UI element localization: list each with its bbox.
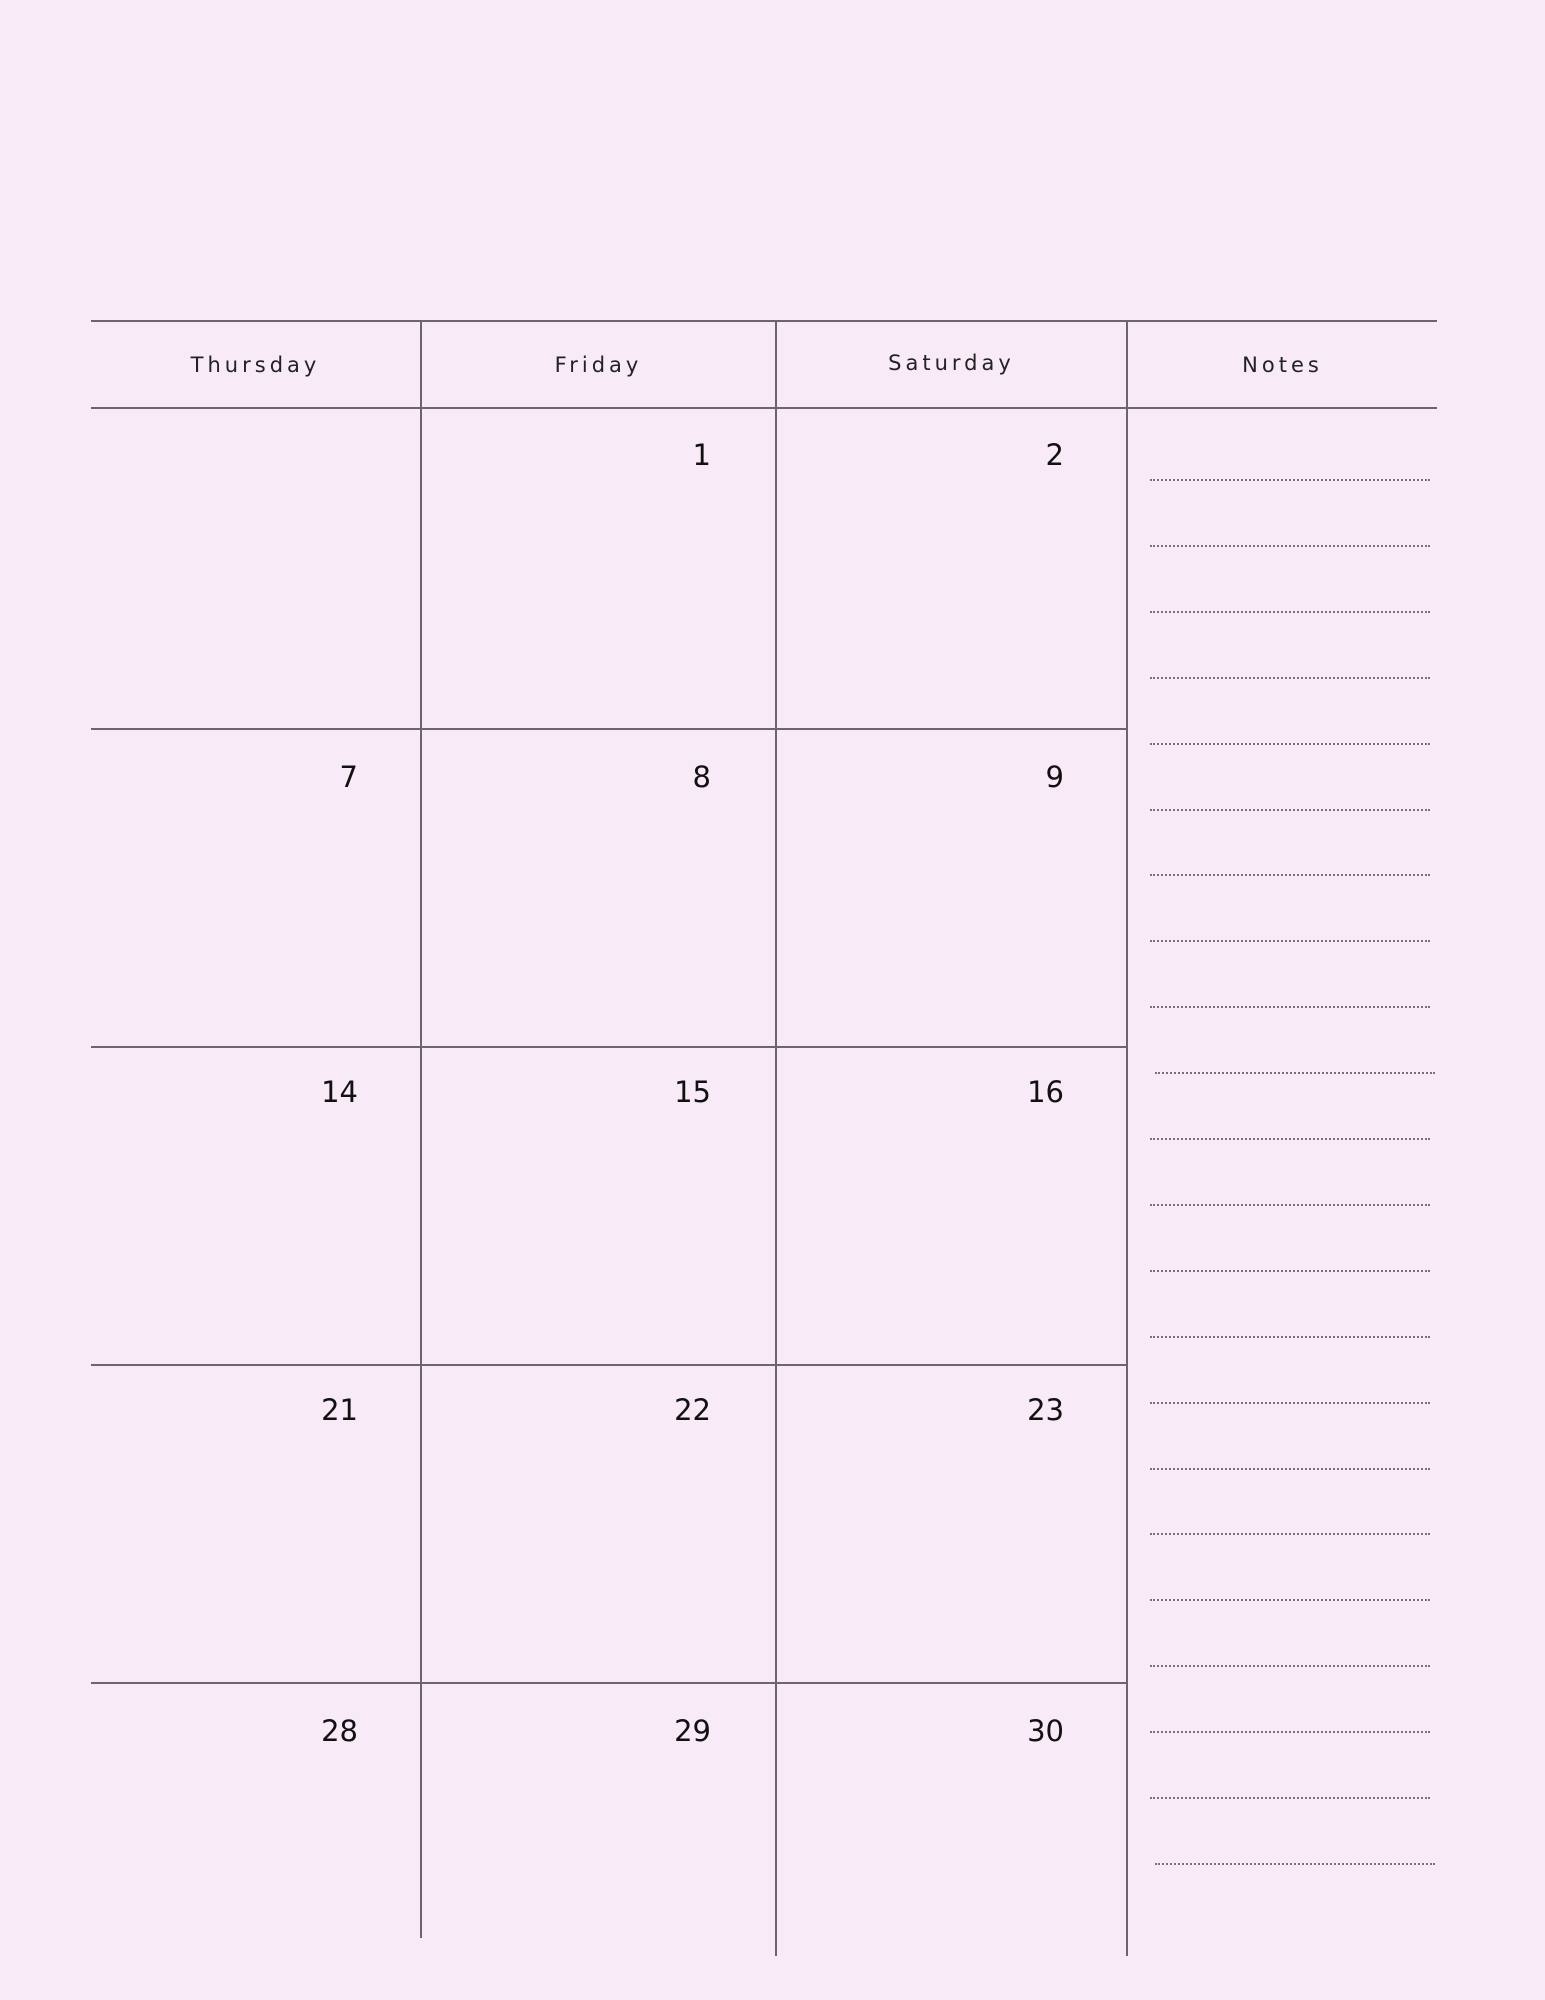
notes-line [1150,809,1430,811]
grid-line-col-2 [775,320,777,1956]
grid-line-week-4 [91,1682,1128,1684]
header-notes: Notes [1242,353,1323,377]
date-cell: 28 [321,1714,358,1748]
notes-line [1150,940,1430,942]
grid-line-col-1 [420,320,422,1938]
date-cell: 1 [692,438,711,472]
date-cell: 2 [1045,438,1064,472]
grid-line-week-3 [91,1364,1128,1366]
grid-line-week-2 [91,1046,1128,1048]
notes-line [1150,1665,1430,1667]
notes-line [1150,1138,1430,1140]
date-cell: 21 [321,1393,358,1427]
notes-line [1150,1797,1430,1799]
notes-line [1150,874,1430,876]
notes-line [1150,1336,1430,1338]
notes-line [1150,743,1430,745]
notes-line [1155,1072,1435,1074]
date-cell: 22 [674,1393,711,1427]
date-cell: 23 [1027,1393,1064,1427]
notes-line [1150,1006,1430,1008]
notes-line [1150,1402,1430,1404]
notes-line [1150,545,1430,547]
notes-line [1150,611,1430,613]
notes-line [1150,479,1430,481]
grid-line-week-1 [91,728,1128,730]
notes-line [1150,1204,1430,1206]
header-thursday: Thursday [190,353,321,377]
header-friday: Friday [554,353,643,377]
notes-line [1150,1468,1430,1470]
notes-line [1150,1270,1430,1272]
notes-line [1155,1863,1435,1865]
notes-line [1150,1599,1430,1601]
date-cell: 29 [674,1714,711,1748]
date-cell: 15 [674,1075,711,1109]
date-cell: 14 [321,1075,358,1109]
date-cell: 30 [1027,1714,1064,1748]
notes-line [1150,677,1430,679]
date-cell: 7 [339,760,358,794]
date-cell: 16 [1027,1075,1064,1109]
grid-line-col-3 [1126,320,1128,1956]
header-saturday: Saturday [888,351,1015,375]
notes-line [1150,1731,1430,1733]
date-cell: 8 [692,760,711,794]
date-cell: 9 [1045,760,1064,794]
notes-line [1150,1533,1430,1535]
